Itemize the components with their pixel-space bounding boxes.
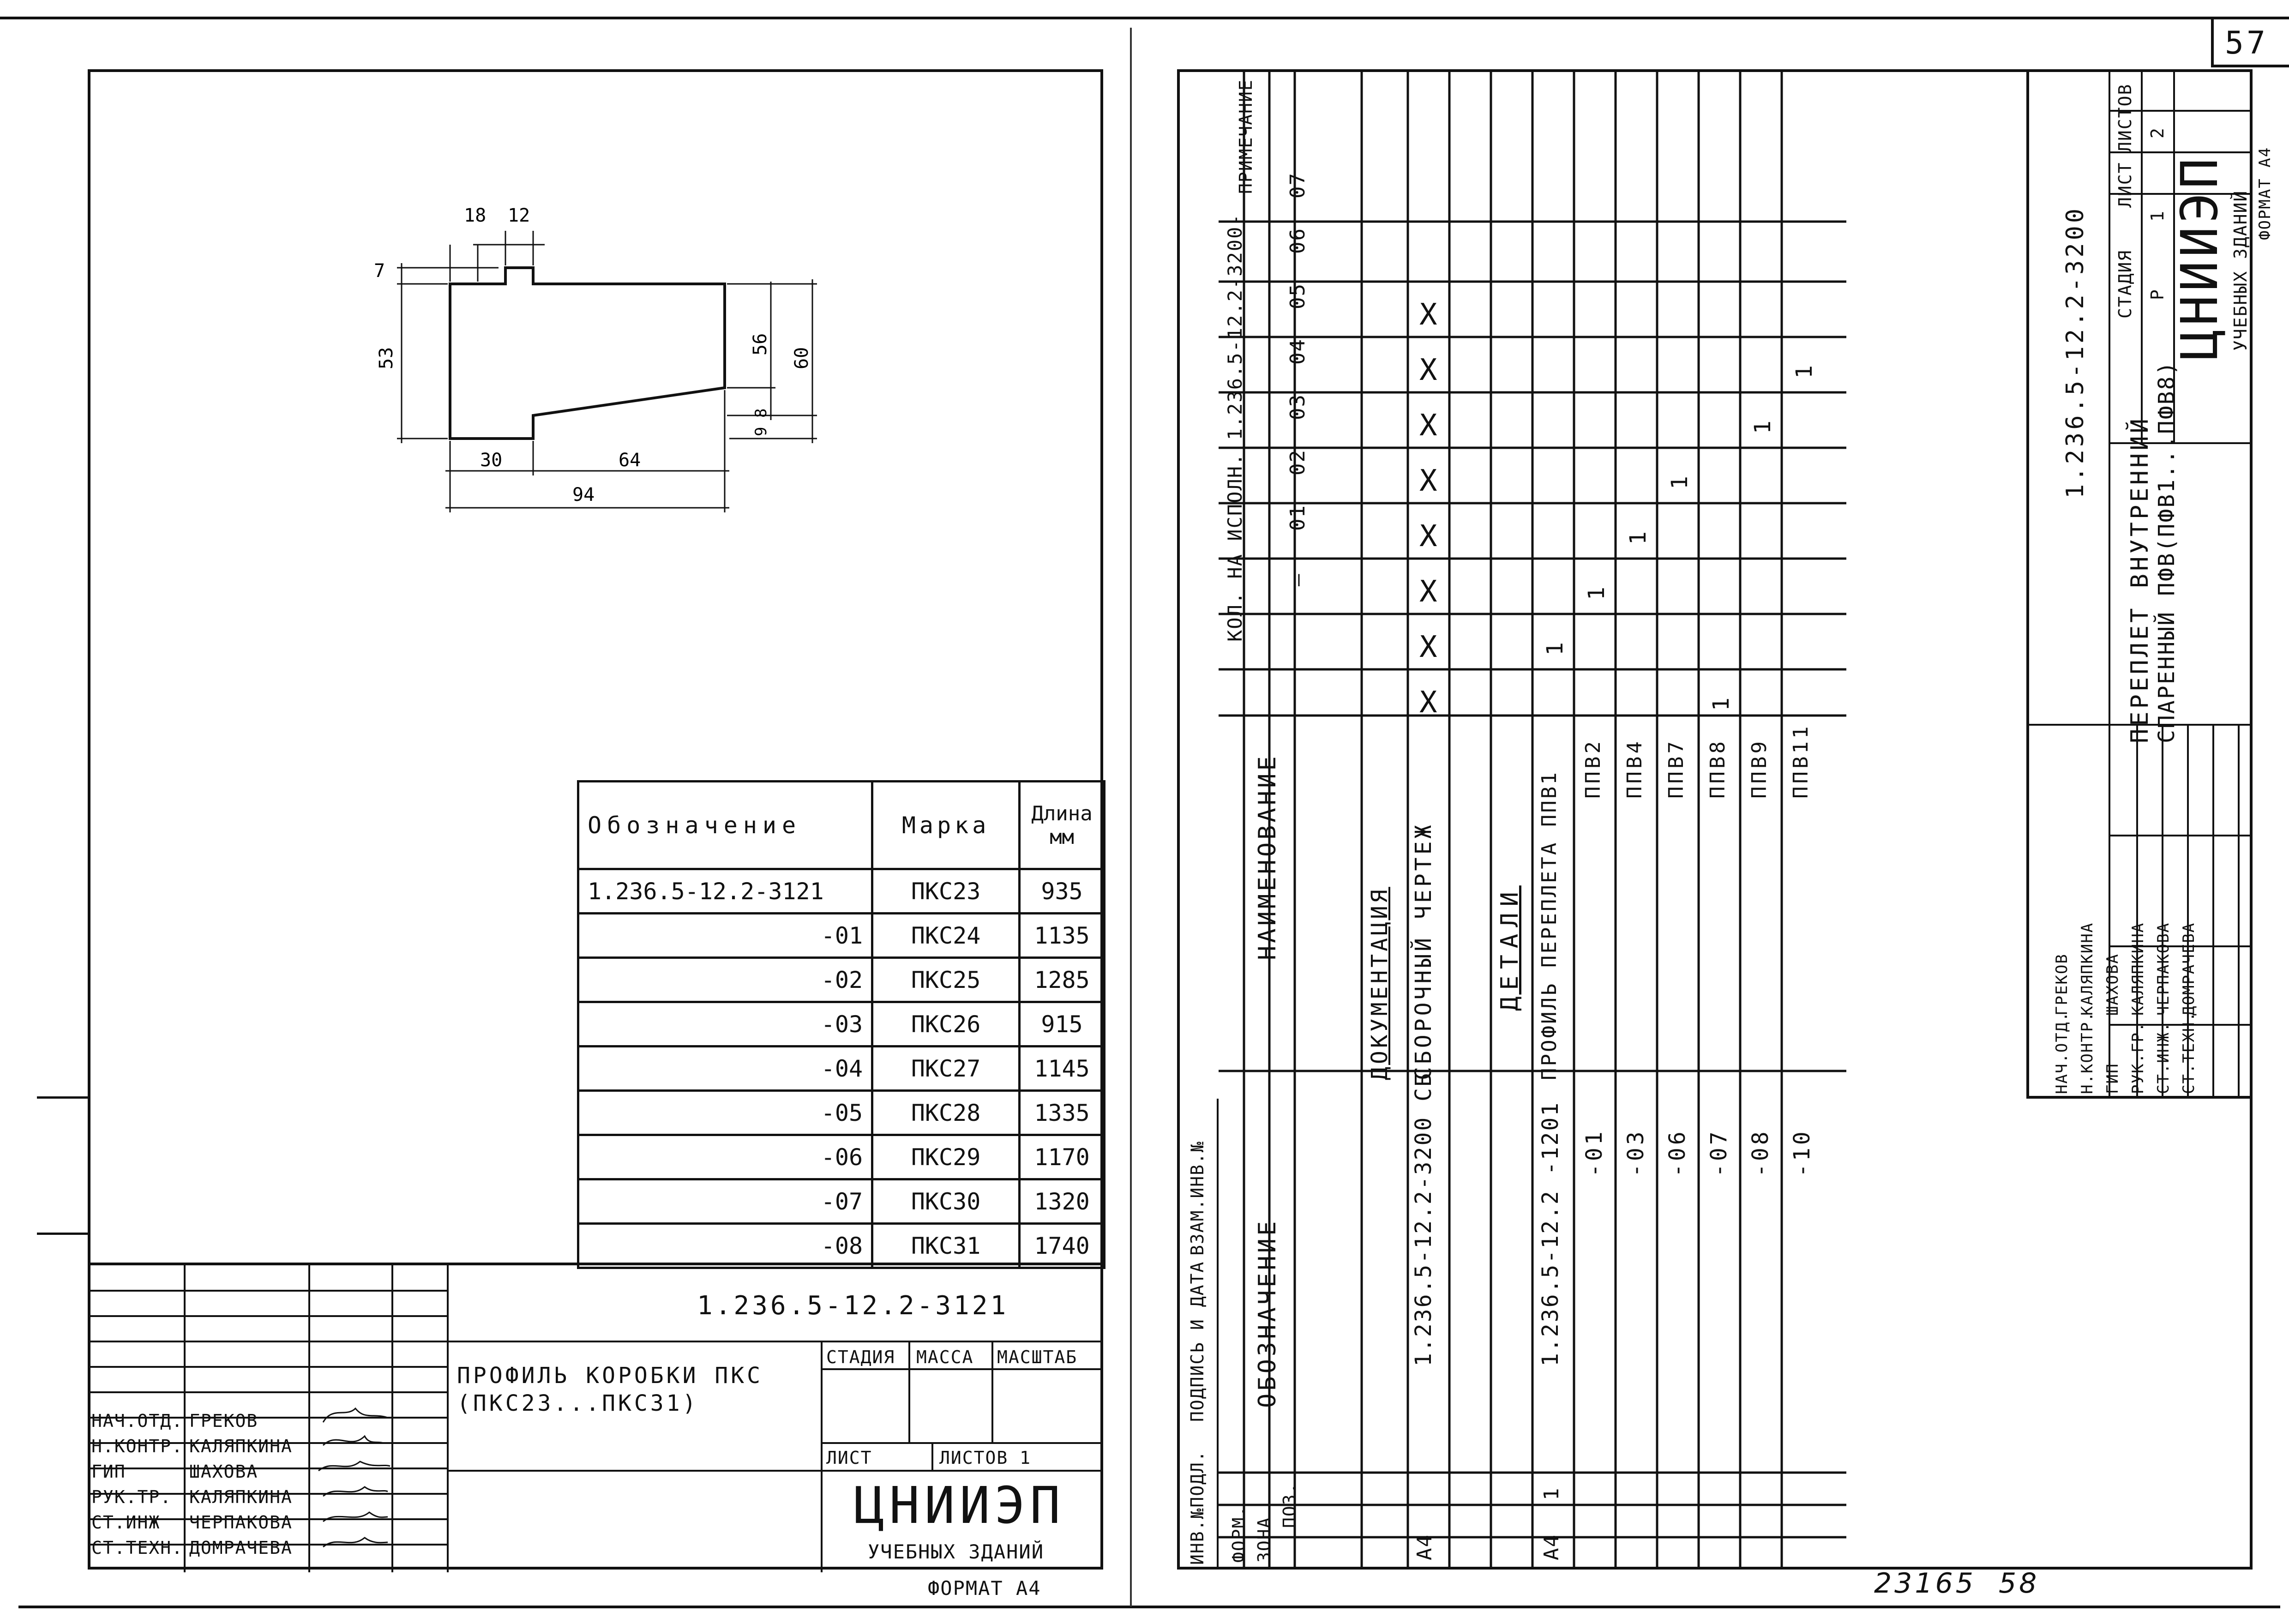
left-binding-line-1	[37, 1096, 88, 1099]
right-sheet-label: ЛИСТ	[2115, 162, 2135, 208]
row-designation: -08	[578, 1224, 872, 1268]
mass-label: МАССА	[916, 1347, 974, 1367]
margin-label-inv: ИНВ.№ПОДЛ.	[1187, 1450, 1208, 1565]
row-mark: ПКС29	[872, 1135, 1020, 1179]
header-zone: ЗОНА	[1254, 1516, 1274, 1563]
margin-label-replace: ВЗАМ.ИНВ.№	[1187, 1141, 1208, 1256]
page-number: 57	[2225, 25, 2268, 61]
row-name-details: ДЕТАЛИ	[1496, 885, 1524, 1011]
left-format: ФОРМАТ А4	[928, 1577, 1041, 1600]
exec-col: 06	[1286, 228, 1310, 254]
row-name: ППВ11	[1789, 723, 1813, 799]
dim-64: 64	[619, 450, 641, 471]
header-mark: Марка	[872, 782, 1020, 869]
mark-x: X	[1419, 409, 1440, 443]
row-length: 1145	[1020, 1047, 1105, 1091]
row-designation: -02	[578, 958, 872, 1002]
exec-col: 07	[1286, 172, 1310, 198]
row-length: 1335	[1020, 1091, 1105, 1135]
exec-col: 02	[1286, 449, 1310, 475]
row-length: 1740	[1020, 1224, 1105, 1268]
row-designation: -03	[578, 1002, 872, 1047]
mark-x: X	[1419, 298, 1440, 332]
dim-18: 18	[464, 205, 487, 226]
staff-role: СТ.ИНЖ.	[2154, 1021, 2173, 1094]
staff-name: ЧЕРПАКОВА	[2154, 922, 2173, 1016]
staff-name: КАЛЯПКИНА	[2129, 922, 2147, 1016]
staff-name: КАЛЯПКИНА	[189, 1436, 293, 1456]
mark-qty: 1	[1667, 473, 1693, 489]
row-designation: 1.236.5-12.2-3121	[578, 869, 872, 914]
row-designation: -05	[578, 1091, 872, 1135]
dim-8: 8	[752, 408, 770, 418]
row-designation: -08	[1748, 1129, 1773, 1177]
header-qty: КОЛ. НА ИСПОЛН. 1.236.5-12.2-3200-	[1224, 213, 1246, 642]
mark-qty: 1	[1625, 529, 1651, 545]
mark-qty: 1	[1708, 695, 1734, 711]
dim-12: 12	[508, 205, 530, 226]
org-main: ЦНИИЭП	[854, 1476, 1065, 1535]
staff-role: СТ.ИНЖ	[91, 1512, 161, 1533]
row-designation: -06	[578, 1135, 872, 1179]
staff-role: СТ.ТЕХН.	[91, 1538, 184, 1558]
left-binding-line-2	[37, 1233, 88, 1235]
exec-col: —	[1286, 573, 1310, 586]
row-designation: 1.236.5-12.2-3200 СБ	[1411, 1072, 1436, 1366]
dim-9: 9	[752, 427, 770, 436]
right-org-main: ЦНИИЭП	[2170, 154, 2229, 360]
spec-grid	[1219, 69, 1846, 1570]
row-mark: ПКС23	[872, 869, 1020, 914]
drawing-title-line1: ПРОФИЛЬ КОРОБКИ ПКС	[457, 1363, 763, 1389]
exec-col: 05	[1286, 283, 1310, 309]
mark-x: X	[1419, 353, 1440, 387]
row-designation: -10	[1789, 1129, 1815, 1177]
row-name: ППВ9	[1748, 739, 1771, 799]
staff-name: ШАХОВА	[2103, 953, 2122, 1016]
mark-x: X	[1419, 575, 1440, 609]
right-title-line2: СПАРЕННЫЙ ПФВ(ПФВ1...ПФВ8)	[2154, 360, 2180, 743]
sheets-label: ЛИСТОВ 1	[939, 1448, 1032, 1468]
staff-name: ЧЕРПАКОВА	[189, 1512, 293, 1533]
row-mark: ПКС30	[872, 1179, 1020, 1224]
mark-x: X	[1419, 686, 1440, 720]
staff-name: ГРЕКОВ	[189, 1411, 258, 1431]
staff-name: ШАХОВА	[189, 1462, 258, 1482]
row-designation: -07	[1706, 1129, 1732, 1177]
row-name: СБОРОЧНЫЙ ЧЕРТЕЖ	[1411, 822, 1436, 1080]
sheet-label: ЛИСТ	[826, 1448, 872, 1468]
staff-role: НАЧ.ОТД.	[91, 1411, 184, 1431]
row-pos: 1	[1540, 1487, 1563, 1500]
scale-label: МАСШТАБ	[997, 1347, 1078, 1367]
mark-qty: 1	[1791, 362, 1817, 379]
bottom-number-right: 58	[1999, 1567, 2040, 1600]
row-length: 1170	[1020, 1135, 1105, 1179]
org-sub: УЧЕБНЫХ ЗДАНИЙ	[868, 1540, 1045, 1563]
row-name: ППВ2	[1581, 739, 1605, 799]
exec-col: 03	[1286, 394, 1310, 420]
header-note: ПРИМЕЧАНИЕ	[1236, 79, 1256, 194]
mark-x: X	[1419, 464, 1440, 498]
row-mark: ПКС31	[872, 1224, 1020, 1268]
row-name-documentation: ДОКУМЕНТАЦИЯ	[1367, 887, 1393, 1080]
center-fold-line	[1130, 28, 1132, 1606]
row-mark: ПКС28	[872, 1091, 1020, 1135]
row-designation: -04	[578, 1047, 872, 1091]
right-org-sub: УЧЕБНЫХ ЗДАНИЙ	[2230, 190, 2251, 351]
row-name: ППВ7	[1664, 739, 1688, 799]
row-designation: 1.236.5-12.2 -1201	[1538, 1101, 1563, 1366]
row-designation: -06	[1664, 1129, 1690, 1177]
right-title-line1: ПЕРЕПЛЕТ ВНУТРЕННИЙ	[2126, 416, 2154, 743]
staff-role: СТ.ТЕХН.	[2180, 1011, 2198, 1094]
signatures	[314, 1404, 392, 1570]
staff-name: КАЛЯПКИНА	[2078, 922, 2097, 1016]
row-length: 1285	[1020, 958, 1105, 1002]
dim-30: 30	[480, 450, 503, 471]
row-length: 1320	[1020, 1179, 1105, 1224]
row-length: 915	[1020, 1002, 1105, 1047]
header-pos: ПОЗ.	[1280, 1482, 1300, 1528]
row-mark: ПКС25	[872, 958, 1020, 1002]
margin-label-sign: ПОДПИСЬ И ДАТА	[1187, 1261, 1208, 1422]
right-format: ФОРМАТ А4	[2256, 146, 2274, 240]
row-mark: ПКС27	[872, 1047, 1020, 1091]
row-designation: -01	[578, 914, 872, 958]
right-sheets-value: 2	[2147, 127, 2168, 138]
row-name: ППВ4	[1623, 739, 1646, 799]
row-designation: -03	[1623, 1129, 1649, 1177]
mark-x: X	[1419, 519, 1440, 553]
row-designation: -07	[578, 1179, 872, 1224]
staff-name: ДОМРАЧЕВА	[189, 1538, 293, 1558]
bottom-number-left: 23165	[1874, 1567, 1976, 1600]
dim-94: 94	[572, 484, 595, 505]
staff-role: Н.КОНТР.	[2078, 1011, 2097, 1094]
mark-qty: 1	[1542, 639, 1568, 656]
drawing-title-line2: (ПКС23...ПКС31)	[457, 1390, 699, 1416]
right-sheets-label: ЛИСТОВ	[2115, 83, 2135, 152]
row-mark: ПКС24	[872, 914, 1020, 958]
dim-60: 60	[791, 347, 812, 369]
staff-role: РУК.ТР.	[91, 1487, 172, 1507]
outer-top-line	[0, 17, 2289, 19]
length-table	[577, 780, 1105, 1269]
row-length: 1135	[1020, 914, 1105, 958]
dim-56: 56	[750, 333, 771, 355]
right-drawing-code: 1.236.5-12.2-3200	[2061, 205, 2089, 499]
row-designation: -01	[1581, 1129, 1607, 1177]
staff-name: ГРЕКОВ	[2053, 953, 2071, 1016]
mark-x: X	[1419, 630, 1440, 664]
header-format: ФОРМ.	[1229, 1505, 1249, 1563]
dim-7: 7	[374, 260, 385, 282]
right-sheet-value: 1	[2147, 210, 2168, 222]
staff-name: ДОМРАЧЕВА	[2180, 922, 2198, 1016]
header-designation: Обозначение	[578, 782, 872, 869]
dim-53: 53	[376, 347, 397, 369]
mark-qty: 1	[1750, 418, 1776, 434]
exec-col: 04	[1286, 338, 1310, 365]
staff-role: НАЧ.ОТД.	[2053, 1011, 2071, 1094]
mark-qty: 1	[1584, 584, 1610, 600]
profile-drawing	[360, 198, 845, 531]
outer-bottom-line	[18, 1606, 2280, 1608]
staff-role: РУК.ГР.	[2129, 1021, 2147, 1094]
left-title-block	[88, 1263, 1103, 1570]
row-length: 935	[1020, 869, 1105, 914]
row-format: А4	[1540, 1534, 1563, 1560]
drawing-code: 1.236.5-12.2-3121	[697, 1291, 1009, 1321]
header-designation: ОБОЗНАЧЕНИЕ	[1254, 1218, 1281, 1408]
exec-col: 01	[1286, 505, 1310, 531]
staff-role: ГИП	[2103, 1063, 2122, 1094]
header-name: НАИМЕНОВАНИЕ	[1254, 753, 1281, 960]
stage-label: СТАДИЯ	[826, 1347, 895, 1367]
right-stage-value: Р	[2147, 289, 2168, 300]
staff-role: Н.КОНТР.	[91, 1436, 184, 1456]
right-stage-label: СТАДИЯ	[2115, 249, 2135, 319]
row-format: А4	[1413, 1534, 1436, 1560]
row-name: ППВ8	[1706, 739, 1730, 799]
staff-name: КАЛЯПКИНА	[189, 1487, 293, 1507]
row-mark: ПКС26	[872, 1002, 1020, 1047]
header-length: Длина мм	[1020, 782, 1105, 869]
row-name: ПРОФИЛЬ ПЕРЕПЛЕТА ППВ1	[1538, 770, 1561, 1080]
staff-role: ГИП	[91, 1462, 126, 1482]
